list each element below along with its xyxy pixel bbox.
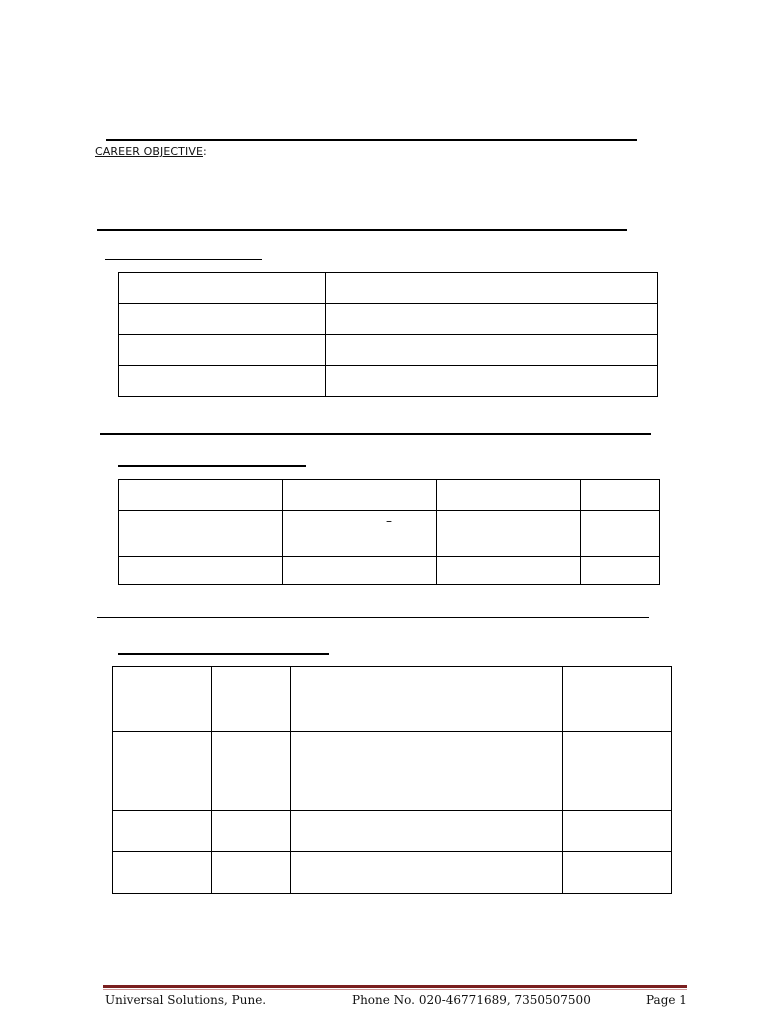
table-row [113, 732, 672, 811]
table-cell [563, 852, 672, 894]
table-row [119, 335, 658, 366]
career-objective-text: CAREER OBJECTIVE [95, 145, 204, 158]
table-cell [563, 667, 672, 732]
footer-rule [103, 985, 687, 988]
table-cell [283, 557, 437, 585]
table-cell [119, 511, 283, 557]
table-cell [437, 511, 581, 557]
education-table [112, 666, 672, 894]
footer-company: Universal Solutions, Pune. [105, 993, 267, 1007]
table-cell [113, 732, 212, 811]
table-cell [283, 511, 437, 557]
table-cell [291, 732, 563, 811]
subheading-rule-3 [118, 653, 329, 655]
experience-table [118, 479, 660, 585]
table-cell [563, 732, 672, 811]
table-cell [291, 667, 563, 732]
table-cell [113, 852, 212, 894]
table-cell [437, 557, 581, 585]
footer-phone: Phone No. 020-46771689, 7350507500 [352, 993, 591, 1007]
table-row [119, 304, 658, 335]
table-cell [212, 732, 291, 811]
table-cell [563, 811, 672, 852]
table-cell [119, 273, 326, 304]
table-cell [326, 304, 658, 335]
table-cell [119, 304, 326, 335]
career-objective-colon: : [203, 145, 207, 158]
table-row [113, 667, 672, 732]
table-row [113, 852, 672, 894]
table-cell [212, 852, 291, 894]
table-cell [119, 557, 283, 585]
table-cell [212, 667, 291, 732]
table-cell [119, 480, 283, 511]
career-objective-label [95, 145, 207, 158]
table-cell [581, 511, 660, 557]
footer-rule-shadow [103, 989, 687, 990]
table-cell [119, 335, 326, 366]
table-row [119, 366, 658, 397]
subheading-rule-1 [105, 259, 262, 260]
subheading-rule-2 [118, 465, 306, 467]
table-cell [581, 557, 660, 585]
table-row [119, 557, 660, 585]
table-cell [113, 811, 212, 852]
table-row [119, 273, 658, 304]
section-rule-4 [97, 617, 649, 618]
table-cell [119, 366, 326, 397]
table-cell [283, 480, 437, 511]
table-row [113, 811, 672, 852]
table-cell [581, 480, 660, 511]
table-cell [326, 273, 658, 304]
table-row [119, 480, 660, 511]
footer-page-number: Page 1 [646, 993, 687, 1007]
table-cell [291, 811, 563, 852]
table-cell [291, 852, 563, 894]
table-cell [212, 811, 291, 852]
table-cell [326, 366, 658, 397]
section-rule-2 [97, 229, 627, 231]
experience-dash: – [386, 514, 392, 528]
table-cell [437, 480, 581, 511]
heading-rule-top [106, 139, 637, 141]
personal-details-table [118, 272, 658, 397]
table-cell [326, 335, 658, 366]
section-rule-3 [100, 433, 651, 435]
table-cell [113, 667, 212, 732]
